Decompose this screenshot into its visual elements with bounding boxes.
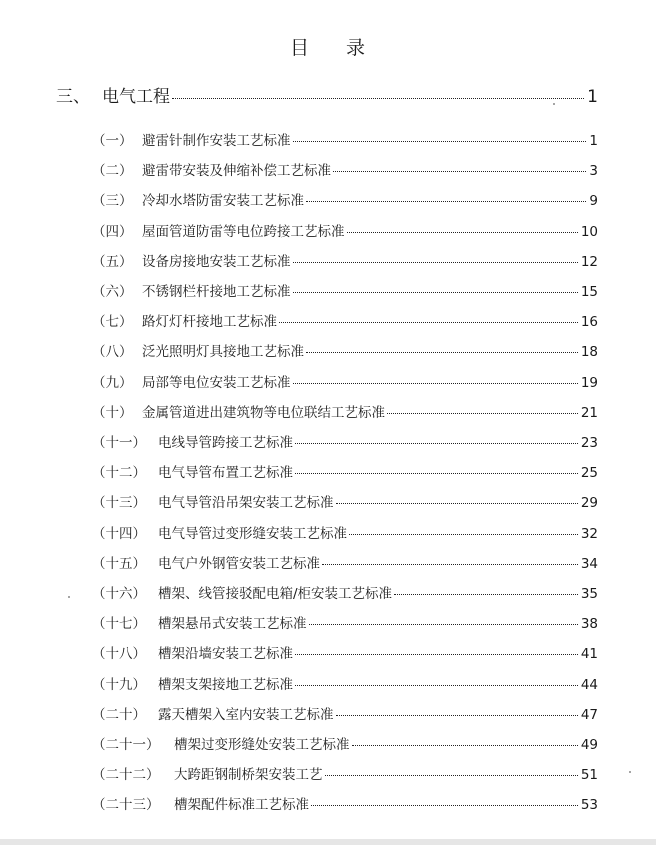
- toc-entry-title: 电气导管沿吊架安装工艺标准: [158, 495, 334, 512]
- dot-leader: [349, 534, 578, 535]
- dot-leader: [306, 352, 578, 353]
- toc-entry-page-number: 51: [580, 767, 598, 784]
- dot-leader: [293, 262, 578, 263]
- dot-leader: [311, 805, 578, 806]
- section-title: 电气工程: [102, 87, 170, 107]
- toc-entry-title: 电气导管过变形缝安装工艺标准: [158, 525, 347, 542]
- section-number: 三、: [56, 87, 90, 107]
- toc-entry-number: （四）: [92, 223, 133, 240]
- toc-entry-number: （十四）: [92, 525, 146, 542]
- toc-entry[interactable]: [92, 340, 598, 360]
- toc-entry-number: （二）: [92, 163, 133, 180]
- toc-entry-page-number: 38: [580, 616, 598, 633]
- toc-entry[interactable]: [92, 733, 598, 753]
- toc-entry-title: 冷却水塔防雷安装工艺标准: [142, 193, 304, 210]
- toc-entry-page-number: 29: [580, 495, 598, 512]
- scan-speck: [629, 771, 631, 773]
- toc-entry-title: 屋面管道防雷等电位跨接工艺标准: [142, 223, 345, 240]
- toc-entry-title: 避雷针制作安装工艺标准: [142, 133, 291, 149]
- toc-entry-title: 槽架、线管接驳配电箱/柜安装工艺标准: [158, 586, 393, 602]
- toc-entry-number: （七）: [92, 314, 133, 331]
- toc-entry-title: 槽架过变形缝处安装工艺标准: [174, 737, 350, 753]
- toc-entry-number: （二十一）: [92, 737, 160, 753]
- toc-entry[interactable]: [92, 129, 598, 149]
- dot-leader: [322, 564, 578, 565]
- toc-entry[interactable]: [92, 401, 598, 421]
- toc-entry-number: （十一）: [92, 435, 146, 451]
- dot-leader: [394, 594, 578, 595]
- dot-leader: [309, 624, 578, 625]
- dot-leader: [325, 775, 578, 776]
- dot-leader: [387, 413, 578, 414]
- dot-leader: [306, 201, 586, 202]
- toc-entry-number: （十二）: [92, 465, 146, 482]
- toc-entry-page-number: 15: [580, 284, 598, 300]
- toc-entry-number: （五）: [92, 253, 133, 270]
- toc-entry-title: 槽架沿墙安装工艺标准: [158, 646, 293, 663]
- toc-entry-title: 不锈钢栏杆接地工艺标准: [142, 284, 291, 300]
- toc-entry-number: （二十三）: [92, 797, 160, 814]
- toc-entry[interactable]: [92, 280, 598, 300]
- toc-entry[interactable]: [92, 763, 598, 783]
- page-bottom-edge: [0, 839, 656, 845]
- scan-speck: [553, 103, 555, 105]
- toc-entry-page-number: 19: [580, 374, 598, 391]
- dot-leader: [295, 654, 578, 655]
- toc-entry-number: （八）: [92, 344, 133, 361]
- toc-entry-page-number: 47: [580, 706, 598, 723]
- toc-entry[interactable]: [92, 552, 598, 572]
- toc-entry-page-number: 49: [580, 737, 598, 753]
- toc-entry-title: 露天槽架入室内安装工艺标准: [158, 706, 334, 723]
- dot-leader: [295, 473, 578, 474]
- toc-entry-page-number: 12: [580, 253, 598, 270]
- dot-leader: [295, 685, 578, 686]
- toc-entry[interactable]: [92, 673, 598, 693]
- toc-entry-number: （十五）: [92, 555, 146, 572]
- toc-entry-number: （十九）: [92, 676, 146, 693]
- toc-entry-title: 电线导管跨接工艺标准: [158, 435, 293, 451]
- toc-entry-page-number: 18: [580, 344, 598, 361]
- toc-entry-number: （九）: [92, 374, 133, 391]
- toc-entry[interactable]: [92, 189, 598, 209]
- toc-entry-title: 槽架支架接地工艺标准: [158, 676, 293, 693]
- toc-entry-title: 槽架配件标准工艺标准: [174, 797, 309, 814]
- dot-leader: [347, 232, 578, 233]
- toc-entry-page-number: 16: [580, 314, 598, 331]
- toc-entry[interactable]: [92, 159, 598, 179]
- toc-entry-number: （二十）: [92, 706, 146, 723]
- toc-section-heading[interactable]: [56, 82, 598, 107]
- section-page-number: 1: [587, 87, 598, 107]
- toc-entry-number: （十）: [92, 404, 133, 421]
- dot-leader: [279, 322, 578, 323]
- toc-entry[interactable]: [92, 703, 598, 723]
- dot-leader: [293, 383, 578, 384]
- toc-entry-page-number: 3: [589, 163, 598, 180]
- toc-entry-number: （二十二）: [92, 767, 160, 784]
- scan-speck: [68, 596, 70, 598]
- toc-entry-number: （十七）: [92, 616, 146, 633]
- toc-entry-page-number: 34: [580, 555, 598, 572]
- toc-entry-number: （十六）: [92, 586, 146, 602]
- toc-entry-title: 金属管道进出建筑物等电位联结工艺标准: [142, 404, 385, 421]
- toc-entry-page-number: 21: [580, 404, 598, 421]
- toc-entry-number: （一）: [92, 133, 133, 149]
- toc-entry[interactable]: [92, 220, 598, 240]
- page-title: [0, 33, 656, 60]
- toc-entry-title: 电气导管布置工艺标准: [158, 465, 293, 482]
- toc-entry-title: 避雷带安装及伸缩补偿工艺标准: [142, 163, 331, 180]
- toc-entry-title: 电气户外钢管安装工艺标准: [158, 555, 320, 572]
- toc-entry[interactable]: [92, 371, 598, 391]
- toc-entry-title: 局部等电位安装工艺标准: [142, 374, 291, 391]
- toc-entry-number: （十三）: [92, 495, 146, 512]
- dot-leader: [172, 98, 584, 99]
- toc-entry-number: （三）: [92, 193, 133, 210]
- toc-entry-page-number: 10: [580, 223, 598, 240]
- dot-leader: [293, 292, 578, 293]
- toc-entry-page-number: 32: [580, 525, 598, 542]
- toc-entry-page-number: 9: [589, 193, 598, 210]
- toc-entry-title: 设备房接地安装工艺标准: [142, 253, 291, 270]
- toc-entry[interactable]: [92, 461, 598, 481]
- toc-entry-page-number: 25: [580, 465, 598, 482]
- toc-entry-title: 槽架悬吊式安装工艺标准: [158, 616, 307, 633]
- dot-leader: [336, 715, 578, 716]
- dot-leader: [352, 745, 578, 746]
- dot-leader: [293, 141, 587, 142]
- toc-entry-page-number: 44: [580, 676, 598, 693]
- title-char-2: 录: [346, 37, 367, 59]
- toc-entry-page-number: 41: [580, 646, 598, 663]
- toc-entry[interactable]: [92, 250, 598, 270]
- toc-entry-page-number: 1: [589, 133, 598, 149]
- toc-entry[interactable]: [92, 522, 598, 542]
- toc-entry-number: （十八）: [92, 646, 146, 663]
- toc-entry[interactable]: [92, 612, 598, 632]
- toc-entry[interactable]: [92, 491, 598, 511]
- toc-entry-title: 路灯灯杆接地工艺标准: [142, 314, 277, 331]
- toc-entry[interactable]: [92, 582, 598, 602]
- toc-entry-page-number: 53: [580, 797, 598, 814]
- toc-entry-page-number: 35: [580, 586, 598, 602]
- toc-entry-title: 大跨距钢制桥架安装工艺: [174, 767, 323, 784]
- dot-leader: [333, 171, 586, 172]
- toc-entry-page-number: 23: [580, 435, 598, 451]
- dot-leader: [295, 443, 578, 444]
- dot-leader: [336, 503, 578, 504]
- toc-entry[interactable]: [92, 310, 598, 330]
- toc-entry-title: 泛光照明灯具接地工艺标准: [142, 344, 304, 361]
- toc-entry-number: （六）: [92, 284, 133, 300]
- title-char-1: 目: [289, 37, 310, 59]
- toc-entry[interactable]: [92, 642, 598, 662]
- toc-entry[interactable]: [92, 793, 598, 813]
- toc-entry[interactable]: [92, 431, 598, 451]
